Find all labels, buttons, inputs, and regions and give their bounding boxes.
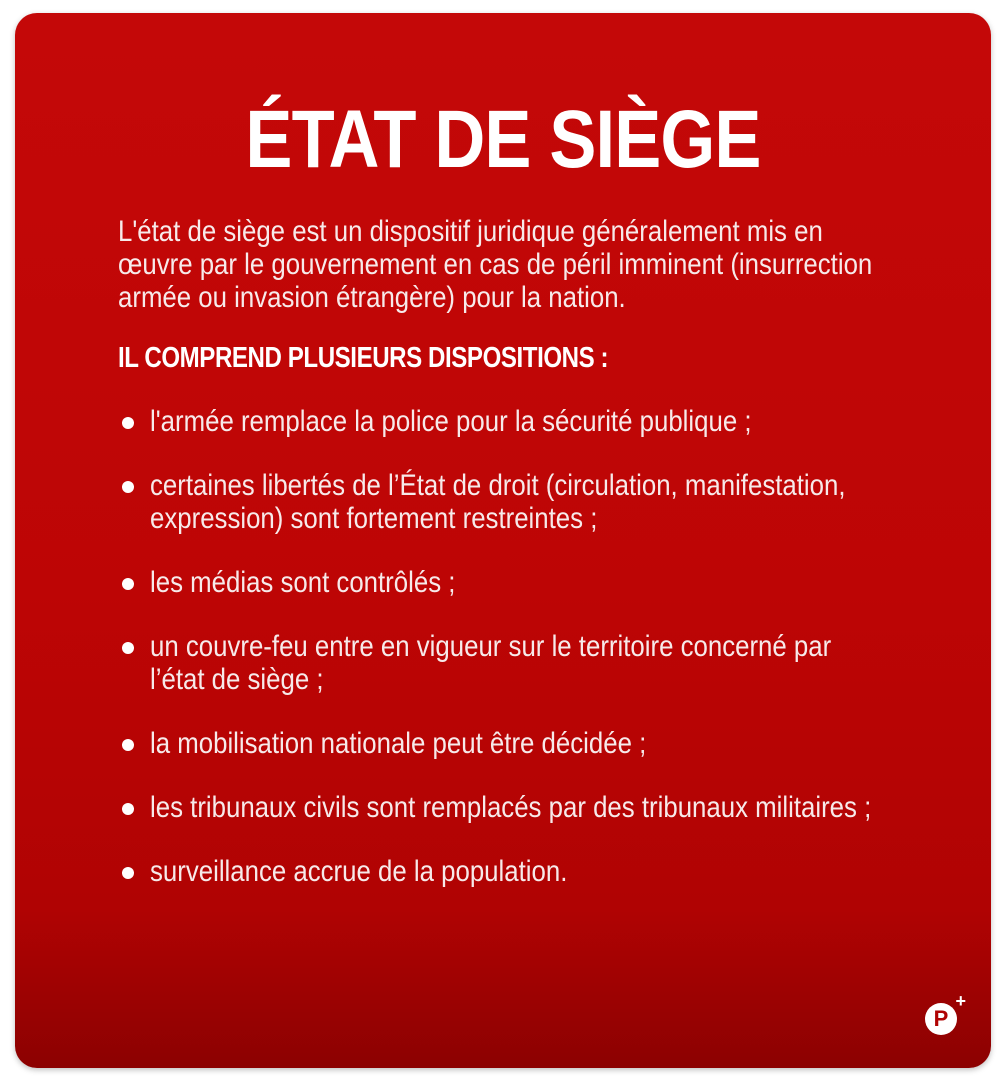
title: ÉTAT DE SIÈGE bbox=[245, 94, 761, 185]
bullet-icon bbox=[122, 867, 134, 879]
list-item bbox=[118, 405, 918, 438]
list-item-text: les médias sont contrôlés ; bbox=[150, 566, 456, 599]
subheading: IL COMPREND PLUSIEURS DISPOSITIONS : bbox=[118, 342, 609, 374]
bullet-icon bbox=[122, 803, 134, 815]
list-item-text: surveillance accrue de la population. bbox=[150, 855, 568, 888]
bullet-icon bbox=[122, 739, 134, 751]
bullet-icon bbox=[122, 578, 134, 590]
infographic-card bbox=[15, 13, 991, 1068]
brand-logo-icon bbox=[925, 991, 966, 1035]
list-item bbox=[118, 630, 918, 696]
content bbox=[118, 215, 918, 919]
logo-letter: P bbox=[933, 1006, 949, 1031]
intro-paragraph: L'état de siège est un dispositif juridique généralement mis en œuvre par le gouvernement en cas de péril imminent (insurrection armée ou invasion étrangère) pour la nation. bbox=[118, 215, 873, 314]
list-item bbox=[118, 791, 918, 824]
list-item-text: les tribunaux civils sont remplacés par des tribunaux militaires ; bbox=[150, 791, 872, 824]
dispositions-list bbox=[118, 405, 918, 888]
list-item bbox=[118, 566, 918, 599]
list-item-text: certaines libertés de l’État de droit (circulation, manifestation, expression) sont fortement restreintes ; bbox=[150, 469, 846, 535]
list-item-text: la mobilisation nationale peut être décidée ; bbox=[150, 727, 647, 760]
list-item-text: l'armée remplace la police pour la sécurité publique ; bbox=[150, 405, 752, 438]
list-item-text: un couvre-feu entre en vigueur sur le territoire concerné par l’état de siège ; bbox=[150, 630, 832, 696]
list-item bbox=[118, 855, 918, 888]
bullet-icon bbox=[122, 417, 134, 429]
bullet-icon bbox=[122, 642, 134, 654]
logo-plus: + bbox=[955, 991, 966, 1011]
bullet-icon bbox=[122, 481, 134, 493]
list-item bbox=[118, 469, 918, 535]
list-item bbox=[118, 727, 918, 760]
